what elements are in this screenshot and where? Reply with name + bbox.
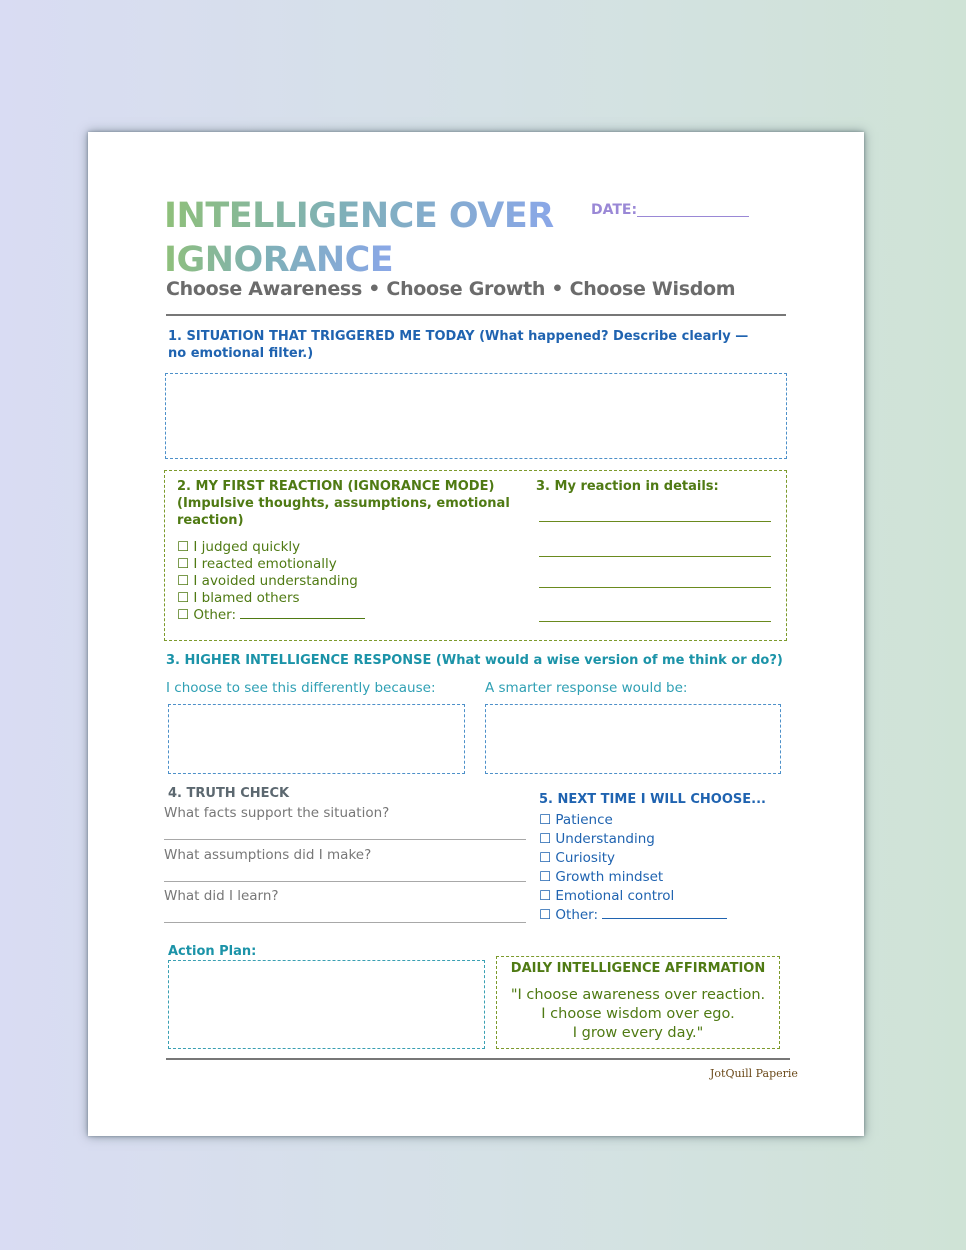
checkbox-reacted-emotionally[interactable]: ☐ I reacted emotionally — [177, 556, 337, 572]
header-divider — [166, 314, 786, 316]
left-prompt: I choose to see this differently because: — [166, 680, 436, 696]
date-label: DATE: — [591, 202, 638, 218]
section2-heading: 2. MY FIRST REACTION (IGNORANCE MODE) (Impulsive thoughts, assumptions, emotional reaction) — [177, 479, 510, 528]
checkbox-curiosity[interactable]: ☐ Curiosity — [539, 850, 616, 866]
situation-input-box[interactable] — [165, 373, 787, 459]
action-plan-box[interactable] — [168, 960, 485, 1049]
section1-heading: 1. SITUATION THAT TRIGGERED ME TODAY (What happened? Describe clearly — no emotional filter.) — [168, 329, 749, 361]
section4-heading: 4. TRUTH CHECK — [168, 786, 290, 801]
truth-answer-line-2[interactable] — [164, 881, 526, 882]
checkbox-avoided-understanding[interactable]: ☐ I avoided understanding — [177, 573, 358, 589]
title-line-2: IGNORANCE — [164, 240, 394, 280]
smarter-response-box[interactable] — [485, 704, 781, 774]
checkbox-understanding[interactable]: ☐ Understanding — [539, 831, 655, 847]
brand-name: JotQuill Paperie — [710, 1067, 798, 1080]
section3-heading: 3. HIGHER INTELLIGENCE RESPONSE (What would a wise version of me think or do?) — [166, 653, 783, 668]
action-plan-label: Action Plan: — [168, 944, 257, 959]
truth-question-2: What assumptions did I make? — [164, 847, 372, 863]
truth-question-3: What did I learn? — [164, 888, 279, 904]
date-field[interactable] — [637, 216, 749, 217]
see-differently-box[interactable] — [168, 704, 465, 774]
other-choice-blank-line[interactable] — [602, 908, 727, 919]
reaction-details-heading: 3. My reaction in details: — [536, 479, 719, 494]
affirmation-text: "I choose awareness over reaction. I choose wisdom over ego. I grow every day." — [510, 987, 766, 1041]
title-line-1: INTELLIGENCE OVER — [164, 196, 554, 236]
affirmation-heading: DAILY INTELLIGENCE AFFIRMATION — [510, 961, 766, 976]
checkbox-judged-quickly[interactable]: ☐ I judged quickly — [177, 539, 301, 555]
other-blank-line[interactable] — [240, 608, 365, 619]
details-line-3[interactable] — [539, 587, 771, 588]
checkbox-growth-mindset[interactable]: ☐ Growth mindset — [539, 869, 664, 885]
footer-divider — [166, 1058, 790, 1060]
checkbox-other[interactable]: ☐ Other: — [177, 607, 365, 624]
right-prompt: A smarter response would be: — [485, 680, 688, 696]
worksheet-page — [88, 132, 864, 1136]
checkbox-emotional-control[interactable]: ☐ Emotional control — [539, 888, 675, 904]
checkbox-patience[interactable]: ☐ Patience — [539, 812, 613, 828]
details-line-2[interactable] — [539, 556, 771, 557]
checkbox-other-choice[interactable]: ☐ Other: — [539, 906, 727, 925]
section5-heading: 5. NEXT TIME I WILL CHOOSE... — [539, 792, 766, 807]
next-time-checklist — [539, 811, 727, 925]
details-line-1[interactable] — [539, 521, 771, 522]
truth-question-1: What facts support the situation? — [164, 805, 390, 821]
details-line-4[interactable] — [539, 621, 771, 622]
truth-answer-line-3[interactable] — [164, 922, 526, 923]
checkbox-blamed-others[interactable]: ☐ I blamed others — [177, 590, 300, 606]
reaction-checklist — [177, 539, 365, 624]
truth-answer-line-1[interactable] — [164, 839, 526, 840]
subtitle: Choose Awareness • Choose Growth • Choose Wisdom — [166, 278, 736, 300]
